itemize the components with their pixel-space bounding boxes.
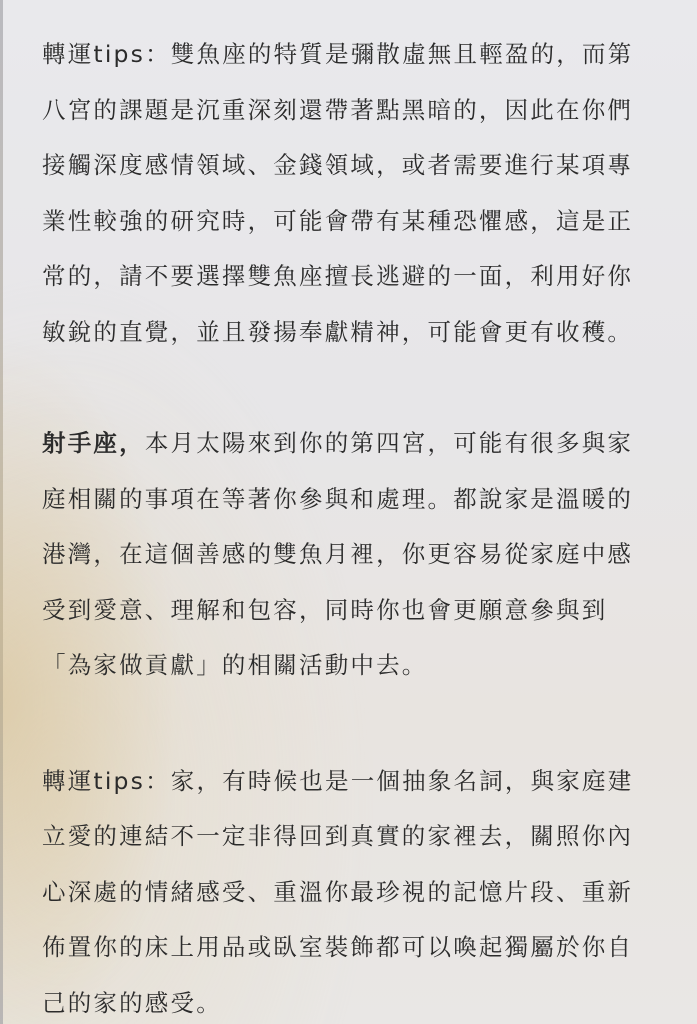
text-line: 心深處的情緒感受、重溫你最珍視的記憶片段、重新: [42, 877, 634, 906]
text-line: 立愛的連結不一定非得回到真實的家裡去，關照你內: [42, 822, 634, 850]
text-line: 「為家做貢獻」的相關活動中去。: [42, 651, 428, 679]
text-line: 佈置你的床上用品或臥室裝飾都可以喚起獨屬於你自: [42, 933, 634, 961]
screen-edge: [0, 0, 3, 1024]
pisces-tip-paragraph: [42, 27, 662, 360]
text-line: 接觸深度感情領域、金錢領域，或者需要進行某項專: [42, 151, 634, 179]
text-line: 業性較強的研究時，可能會帶有某種恐懼感，這是正: [42, 206, 634, 235]
text-line: 港灣，在這個善感的雙魚月裡，你更容易從家庭中感: [42, 540, 634, 568]
text-line: 八宮的課題是沉重深刻還帶著點黑暗的，因此在你們: [42, 95, 634, 124]
text-line: 常的，請不要選擇雙魚座擅長逃避的一面，利用好你: [42, 262, 634, 290]
text-line: 敏銳的直覺，並且發揚奉獻精神，可能會更有收穫。: [42, 317, 634, 346]
sagittarius-tip-paragraph: [42, 754, 662, 1024]
text-line: 己的家的感受。: [42, 988, 222, 1017]
text-line: 受到愛意、理解和包容，同時你也會更願意參與到: [42, 595, 608, 624]
text-line: 轉運tips：雙魚座的特質是彌散虛無且輕盈的，而第: [42, 40, 634, 68]
horoscope-article: [42, 27, 662, 1024]
text-line: 庭相關的事項在等著你參與和處理。都說家是溫暖的: [42, 484, 634, 513]
sign-heading: 射手座，: [42, 429, 145, 457]
paragraph-spacer: [42, 694, 662, 754]
sagittarius-paragraph: [42, 416, 662, 694]
text-line: 轉運tips：家，有時候也是一個抽象名詞，與家庭建: [42, 766, 634, 795]
paragraph-spacer: [42, 360, 662, 416]
sign-intro-text: 本月太陽來到你的第四宮，可能有很多與家: [144, 429, 634, 457]
text-line: [42, 416, 662, 472]
